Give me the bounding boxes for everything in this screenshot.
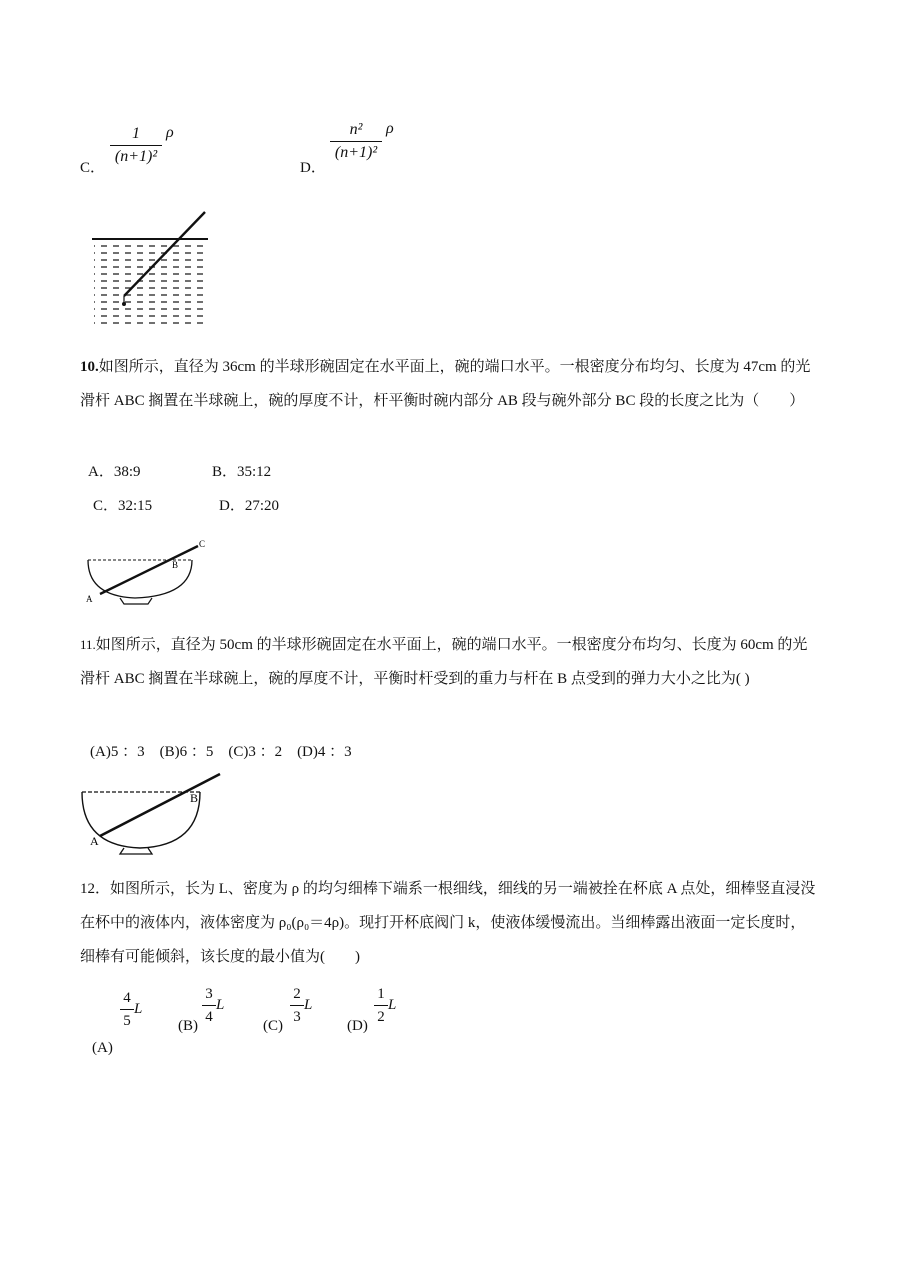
fraction [330,120,382,163]
label-b: B [190,791,199,805]
q12-option-d-formula [374,984,396,1027]
bowl-base [120,598,152,604]
bowl-base [120,848,152,854]
option-c-formula [110,124,174,167]
question-number: 10. [80,359,99,375]
rod-abc [100,774,220,836]
numerator: 4 [123,990,131,1006]
anchor-point [122,302,126,306]
denominator: (n+1)² [334,144,378,161]
option-d-label: D． [300,160,326,176]
label-c: C [199,539,206,549]
label-a: A [86,594,93,604]
question-text: 如图所示，直径为 50cm 的半球形碗固定在水平面上，碗的端口水平。一根密度分布均匀、长度为 60cm 的光滑杆 ABC 搁置在半球碗上，碗的厚度不计，平衡时杆受到的重力与杆在 B 点受到的弹力大小之比为( ) [80,637,808,687]
q12-option-c-label: (C) [263,1018,283,1034]
q12-option-a-label: (A) [92,1040,113,1056]
var-l: L [134,1001,143,1018]
denominator: 5 [123,1013,131,1029]
q11-options: (A)5 ：3 (B)6 ：5 (C)3 ：2 (D)4 ：3 [90,744,352,760]
denominator: (n+1)² [114,148,158,165]
denominator: 4 [205,1009,213,1025]
q10-option-b: B．35:12 [212,464,272,480]
rho-symbol: ρ [166,124,174,141]
option-c-label: C． [80,160,106,176]
numerator: 2 [293,986,301,1002]
question-number: 12． [80,881,111,897]
q10-option-a: A．38:9 [88,464,141,480]
var-l: L [304,997,313,1014]
rod-in-liquid-figure [88,208,213,330]
q12-option-b-formula [202,984,224,1027]
fraction [202,984,216,1027]
bowl-rod-figure-2 [80,768,225,862]
fraction [110,124,162,167]
numerator: 1 [377,986,385,1002]
fraction [290,984,304,1027]
q12-option-b-label: (B) [178,1018,198,1034]
var-l: L [388,997,397,1014]
question-11 [80,628,820,696]
denominator: 3 [293,1009,301,1025]
rho-symbol: ρ [386,120,394,137]
denominator: 2 [377,1009,385,1025]
rod-abc [100,546,198,594]
bowl-outline [82,792,200,848]
question-number: 11. [80,637,96,652]
option-d-formula [330,120,394,163]
question-10 [80,350,820,418]
var-l: L [216,997,225,1014]
q10-option-d: D．27:20 [219,498,280,514]
numerator: 1 [132,125,140,142]
question-text: 如图所示，直径为 36cm 的半球形碗固定在水平面上，碗的端口水平。一根密度分布均匀、长度为 47cm 的光滑杆 ABC 搁置在半球碗上，碗的厚度不计，杆平衡时碗内部分 AB 段与碗外部分 BC 段的长度之比为（ ） [80,359,811,409]
label-b: B [172,560,179,570]
numerator: n² [349,121,363,138]
q10-option-c: C．32:15 [93,498,153,514]
question-text: 如图所示，长为 L、密度为 ρ 的均匀细棒下端系一根细线，细线的另一端被拴在杯底 A 点处，细棒竖直浸没在杯中的液体内，液体密度为 ρ₀(ρ₀＝4ρ)。现打开杯底阀门 k，使液体缓慢流出。当细棒露出液面一定长度时，细棒有可能倾斜，该长度的最小值为( ) [80,881,816,965]
q12-option-a-formula [120,988,142,1031]
fraction [120,988,134,1031]
liquid-area [94,240,206,326]
q12-option-c-formula [290,984,312,1027]
q12-option-d-label: (D) [347,1018,368,1034]
bowl-rod-figure-1 [80,536,215,612]
fraction [374,984,388,1027]
numerator: 3 [205,986,213,1002]
question-12 [80,872,820,974]
label-a: A [90,834,99,848]
